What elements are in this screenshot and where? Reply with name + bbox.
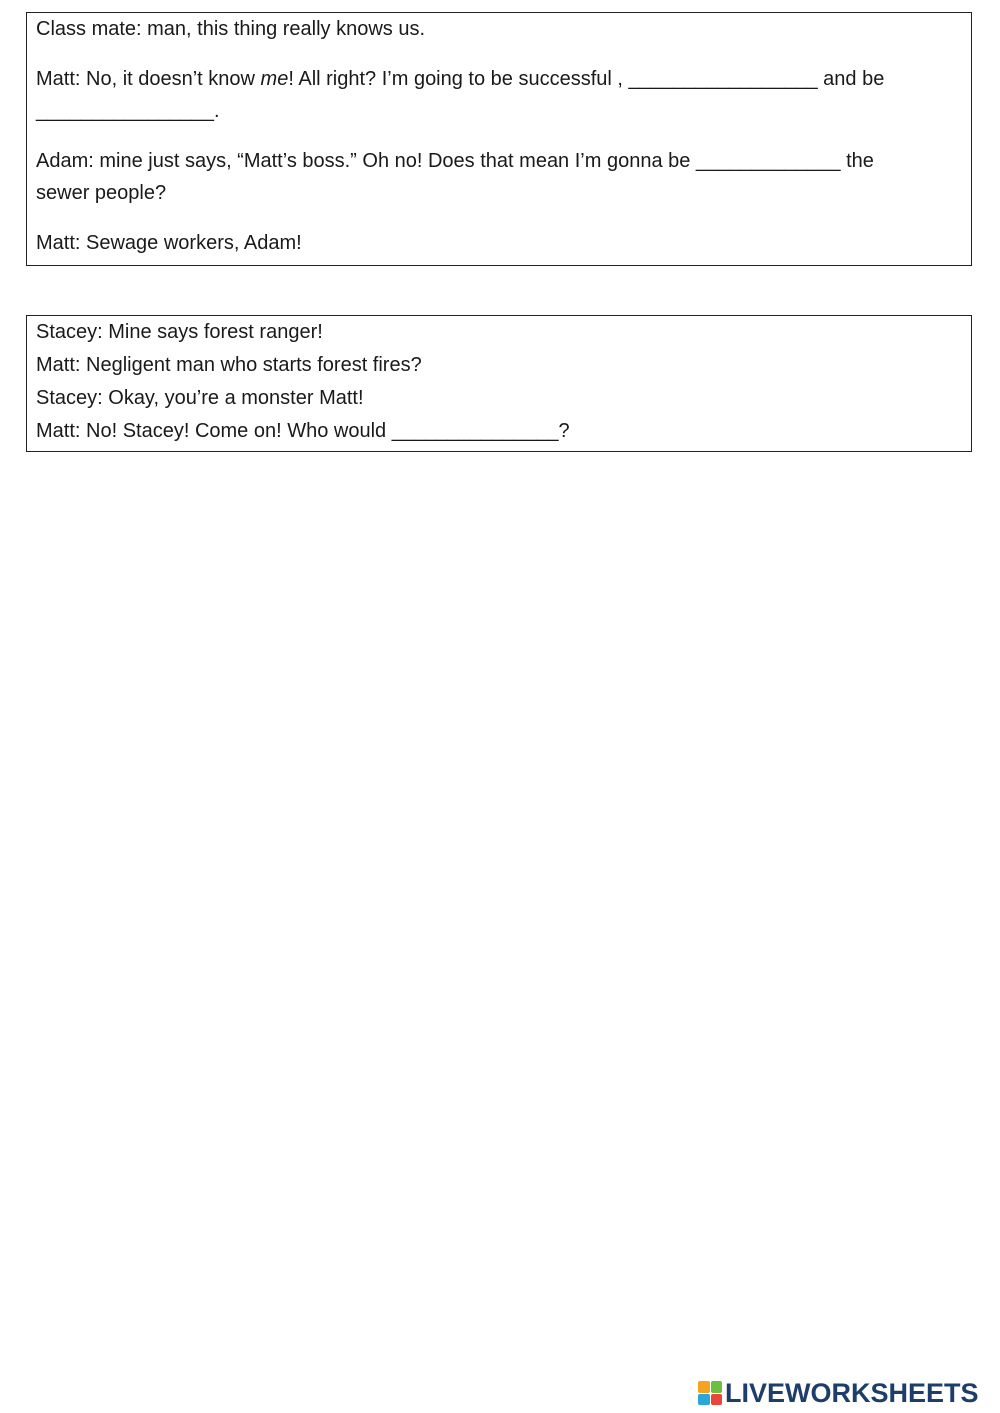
dialogue-box-2 <box>26 315 972 452</box>
dialogue-text: sewer people? <box>36 182 167 204</box>
liveworksheets-logo <box>698 1377 994 1409</box>
dialogue-line <box>36 63 962 127</box>
dialogue-text: ________________. <box>36 100 220 122</box>
logo-text: LIVEWORKSHEETS <box>725 1378 979 1408</box>
dialogue-text: Matt: No, it doesn’t know <box>36 68 261 90</box>
emphasis-text: me <box>260 68 289 90</box>
dialogue-line: Matt: Negligent man who starts forest fires? <box>36 354 422 376</box>
dialogue-line <box>36 145 962 209</box>
dialogue-line: Matt: No! Stacey! Come on! Who would _______________? <box>36 420 570 442</box>
dialogue-text: ! All right? I’m going to be successful , _________________ and be <box>288 68 885 90</box>
dialogue-line: Class mate: man, this thing really knows us. <box>36 18 426 40</box>
dialogue-line: Stacey: Mine says forest ranger! <box>36 321 323 343</box>
logo-mark-icon <box>698 1381 722 1405</box>
dialogue-text: Adam: mine just says, “Matt’s boss.” Oh no! Does that mean I’m gonna be _____________ the <box>36 150 874 172</box>
dialogue-line: Matt: Sewage workers, Adam! <box>36 232 302 254</box>
dialogue-line: Stacey: Okay, you’re a monster Matt! <box>36 387 364 409</box>
dialogue-box-1 <box>26 12 972 266</box>
